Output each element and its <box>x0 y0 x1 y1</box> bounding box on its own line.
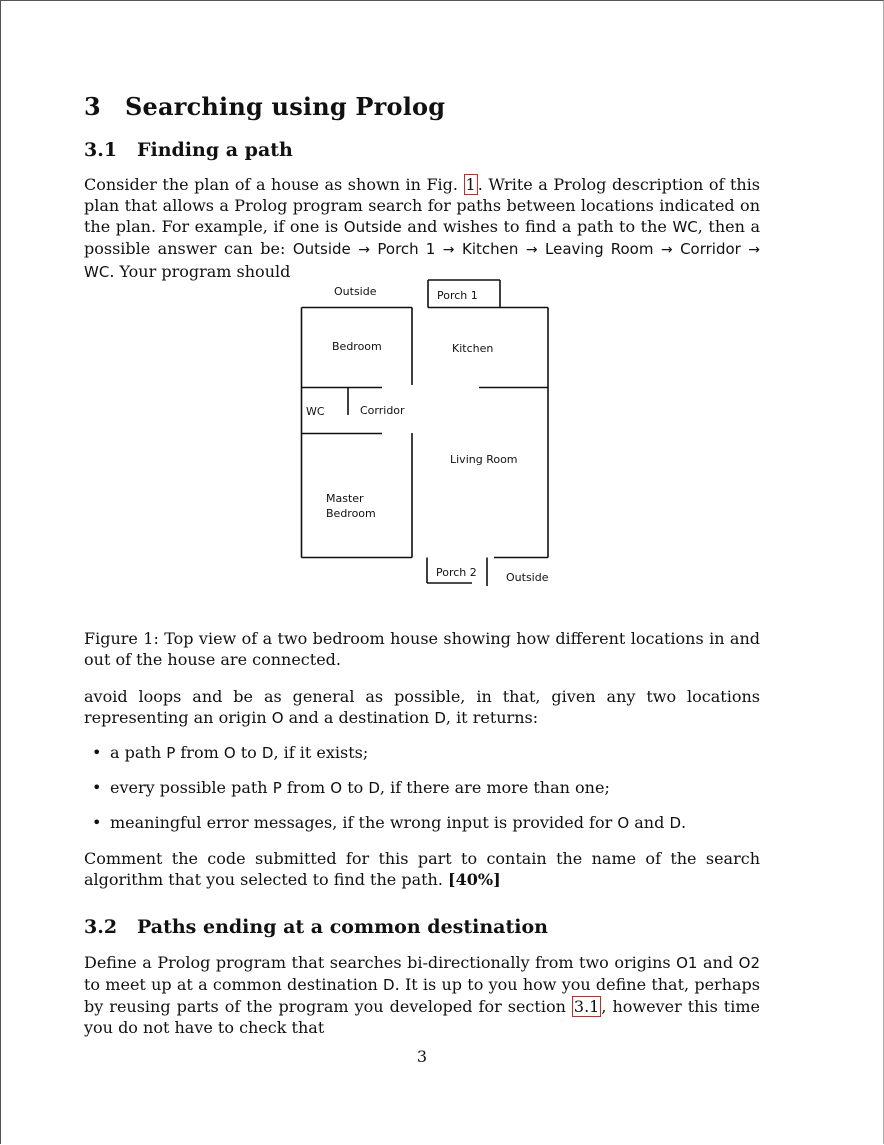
requirements-paragraph: avoid loops and be as general as possible, in that, given any two locations representing an origin O and a destination D, it returns: <box>84 687 760 727</box>
term-outside: Outside <box>343 218 402 236</box>
path-step: Porch 1 <box>377 240 436 258</box>
label-master-bedroom-line2: Bedroom <box>326 507 376 520</box>
caption-label: Figure 1: <box>84 629 159 648</box>
path-step: WC <box>84 263 110 281</box>
subsection-title: Finding a path <box>137 139 293 161</box>
path-step: Kitchen <box>461 240 519 258</box>
subsection-heading-3-1 <box>84 139 293 161</box>
requirements-list <box>110 742 760 847</box>
list-item: • meaningful error messages, if the wrong input is provided for O and D. <box>110 812 760 847</box>
section-reference-link[interactable]: 3.1 <box>573 997 600 1016</box>
path-step: Leaving Room <box>545 240 654 258</box>
label-porch-2: Porch 2 <box>436 566 477 579</box>
subsection-number: 3.1 <box>84 139 118 161</box>
label-kitchen: Kitchen <box>452 342 494 355</box>
term-wc: WC <box>672 218 698 236</box>
label-bedroom: Bedroom <box>332 340 382 353</box>
section-title: Searching using Prolog <box>125 92 446 121</box>
list-item: • every possible path P from O to D, if there are more than one; <box>110 777 760 812</box>
path-step: Corridor <box>680 240 741 258</box>
path-step: Outside <box>292 240 351 258</box>
label-corridor: Corridor <box>360 404 405 417</box>
subsection-number: 3.2 <box>84 916 118 938</box>
house-floor-plan <box>294 275 564 595</box>
subsection-heading-3-2 <box>84 916 548 938</box>
section-heading <box>84 92 445 121</box>
figure-reference-link[interactable]: 1 <box>465 175 476 194</box>
label-master-bedroom-line1: Master <box>326 492 364 505</box>
label-living-room: Living Room <box>450 453 518 466</box>
label-outside-top: Outside <box>334 285 377 298</box>
label-wc: WC <box>306 405 325 418</box>
section-number: 3 <box>84 92 101 121</box>
weight-badge: [40%] <box>448 870 501 889</box>
subsection-title: Paths ending at a common destination <box>137 916 548 938</box>
figure-caption <box>84 628 760 670</box>
bidirectional-paragraph: Define a Prolog program that searches bi-directionally from two origins O1 and O2 to meet up at a common destination D. It is up to you how you define that, perhaps by reusing parts of the program you developed for section 3.1 , however this time you do not have to check that <box>84 953 761 1037</box>
intro-paragraph: Consider the plan of a house as shown in Fig. 1 . Write a Prolog description of this plan that allows a Prolog program search for paths between locations indicated on the plan. For example, if one is Outside and wishes to find a path to the WC, then a possible answer can be: Outside → Porch 1 → Kitchen → Leaving Room → Corridor → WC. Your program should <box>84 175 761 281</box>
label-porch-1: Porch 1 <box>437 289 478 302</box>
caption-text: Top view of a two bedroom house showing how different locations in and out of the house are connected. <box>84 629 760 669</box>
page-number: 3 <box>416 1047 428 1066</box>
list-item: • a path P from O to D, if it exists; <box>110 742 760 777</box>
comment-paragraph: Comment the code submitted for this part to contain the name of the search algorithm that you selected to find the path. [40%] <box>84 849 760 889</box>
label-outside-bottom: Outside <box>506 571 549 584</box>
